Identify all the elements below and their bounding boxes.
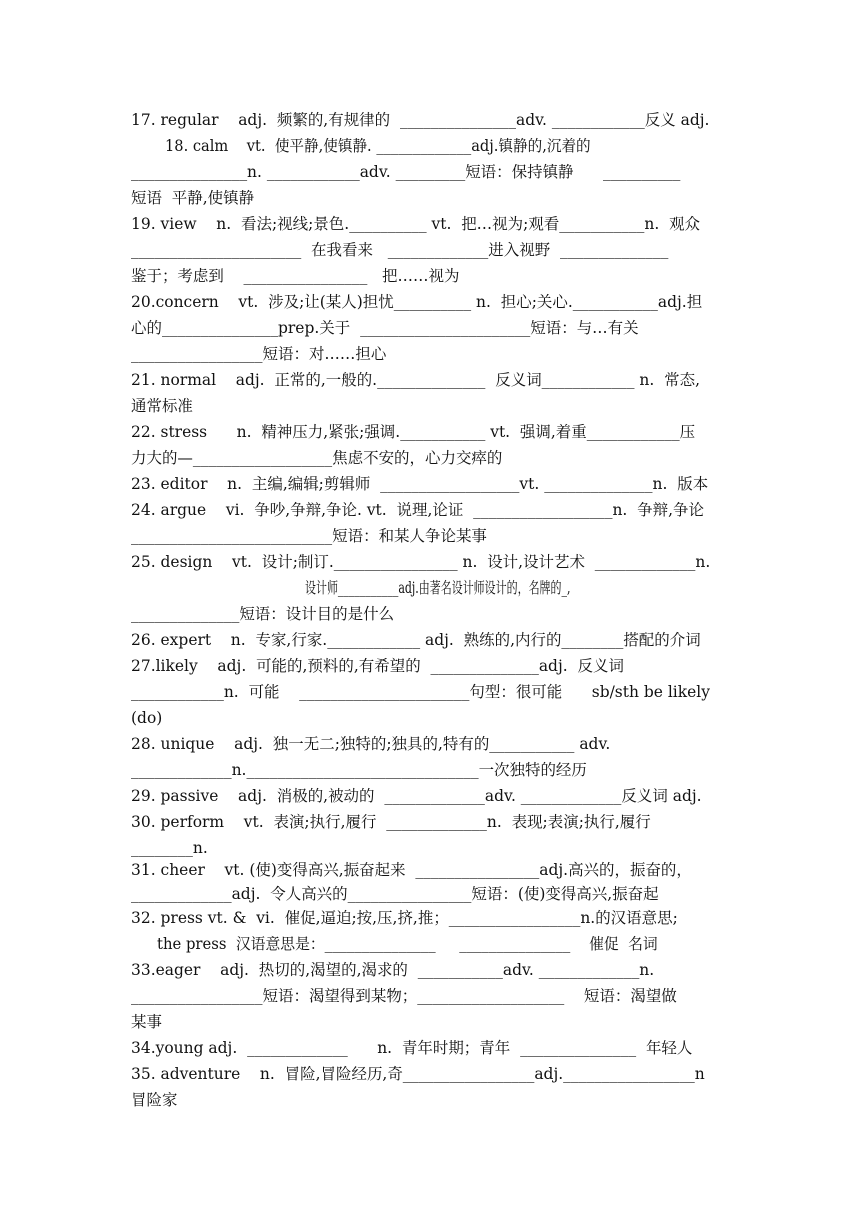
line-28-unique-cont: _____________n.______________________________一次独特的经历: [131, 761, 587, 779]
line-29-passive: 29. passive adj. 消极的,被动的 _____________adv. _____________反义词 adj.: [131, 787, 702, 805]
line-18-calm-cont: _______________n. ____________adv. _________短语：保持镇静 __________: [131, 163, 681, 181]
line-31-cheer: 31. cheer vt. (使)变得高兴,振奋起来 ________________adj.高兴的，振奋的，: [131, 861, 692, 879]
line-27-likely: 27.likely adj. 可能的,预料的,有希望的 ______________adj. 反义词: [131, 657, 624, 675]
line-25-design-phrase: ______________短语：设计目的是什么: [131, 605, 395, 623]
line-32-press: 32. press vt. & vi. 催促,逼迫;按,压,挤,推；_________________n.的汉语意思;: [131, 909, 678, 927]
line-33-eager: 33.eager adj. 热切的,渴望的,渴求的 ___________adv. _____________n.: [131, 961, 655, 979]
line-18-calm: 18. calm vt. 使平静,使镇静. _____________adj.镇静的,沉着的: [165, 137, 591, 155]
line-28-unique: 28. unique adj. 独一无二;独特的;独具的,特有的___________ adv.: [131, 735, 611, 753]
line-17-regular: 17. regular adj. 频繁的,有规律的 _______________adv. ____________反义 adj.: [131, 111, 710, 129]
line-35-adventure: 35. adventure n. 冒险,冒险经历,奇_________________adj._________________n: [131, 1065, 705, 1083]
line-22-stress-cont: 力大的—__________________焦虑不安的，心力交瘁的: [131, 449, 503, 467]
line-24-argue-phrase: __________________________短语：和某人争论某事: [131, 527, 487, 545]
line-21-normal: 21. normal adj. 正常的,一般的.______________ 反义词____________ n. 常态,: [131, 371, 701, 389]
line-18-calm-phrase: 短语 平静,使镇静: [131, 189, 255, 207]
line-25-design-cont: 设计师___________adj.由著名设计师设计的，名牌的_,: [305, 579, 571, 597]
line-19-view: 19. view n. 看法;视线;景色.__________ vt. 把…视为;观看___________n. 观众: [131, 215, 701, 233]
line-30-perform: 30. perform vt. 表演;执行,履行 _____________n. 表现;表演;执行,履行: [131, 813, 651, 831]
line-23-editor: 23. editor n. 主编,编辑;剪辑师 __________________vt. ______________n. 版本: [131, 475, 709, 493]
line-22-stress: 22. stress n. 精神压力,紧张;强调.___________ vt. 强调,着重____________压: [131, 423, 696, 441]
line-20-concern: 20.concern vt. 涉及;让(某人)担忧__________ n. 担心;关心.___________adj.担: [131, 293, 703, 311]
line-24-argue: 24. argue vi. 争吵,争辩,争论. vt. 说理,论证 __________________n. 争辩,争论: [131, 501, 704, 519]
line-19-view-phrase: 鉴于；考虑到 ________________ 把……视为: [131, 267, 460, 285]
line-31-cheer-cont: _____________adj. 令人高兴的________________短语：(使)变得高兴,振奋起: [131, 885, 659, 903]
line-19-view-cont: ______________________ 在我看来 _____________进入视野 ______________: [131, 241, 669, 259]
line-20-concern-phrase: _________________短语：对……担心: [131, 345, 387, 363]
line-30-perform-cont: ________n.: [131, 839, 208, 857]
line-20-concern-cont: 心的_______________prep.关于 ______________________短语：与…有关: [131, 319, 639, 337]
line-27-likely-cont: ____________n. 可能 ______________________句型：很可能 sb/sth be likely: [131, 683, 710, 701]
line-33-eager-cont: _________________短语：渴望得到某物；___________________ 短语：渴望做: [131, 987, 677, 1005]
line-35-adventure-end: 冒险家: [131, 1091, 178, 1109]
line-25-design: 25. design vt. 设计;制订.________________ n. 设计,设计艺术 _____________n.: [131, 553, 711, 571]
line-27-likely-end: (do): [131, 709, 163, 727]
line-32-press-cont: the press 汉语意思是：_______________ _______________ 催促 名词: [157, 935, 658, 953]
line-33-eager-end: 某事: [131, 1013, 162, 1031]
line-26-expert: 26. expert n. 专家,行家.____________ adj. 熟练的,内行的________搭配的介词: [131, 631, 701, 649]
line-21-normal-cont: 通常标准: [131, 397, 193, 415]
line-34-young: 34.young adj. _____________ n. 青年时期；青年 _______________ 年轻人: [131, 1039, 693, 1057]
